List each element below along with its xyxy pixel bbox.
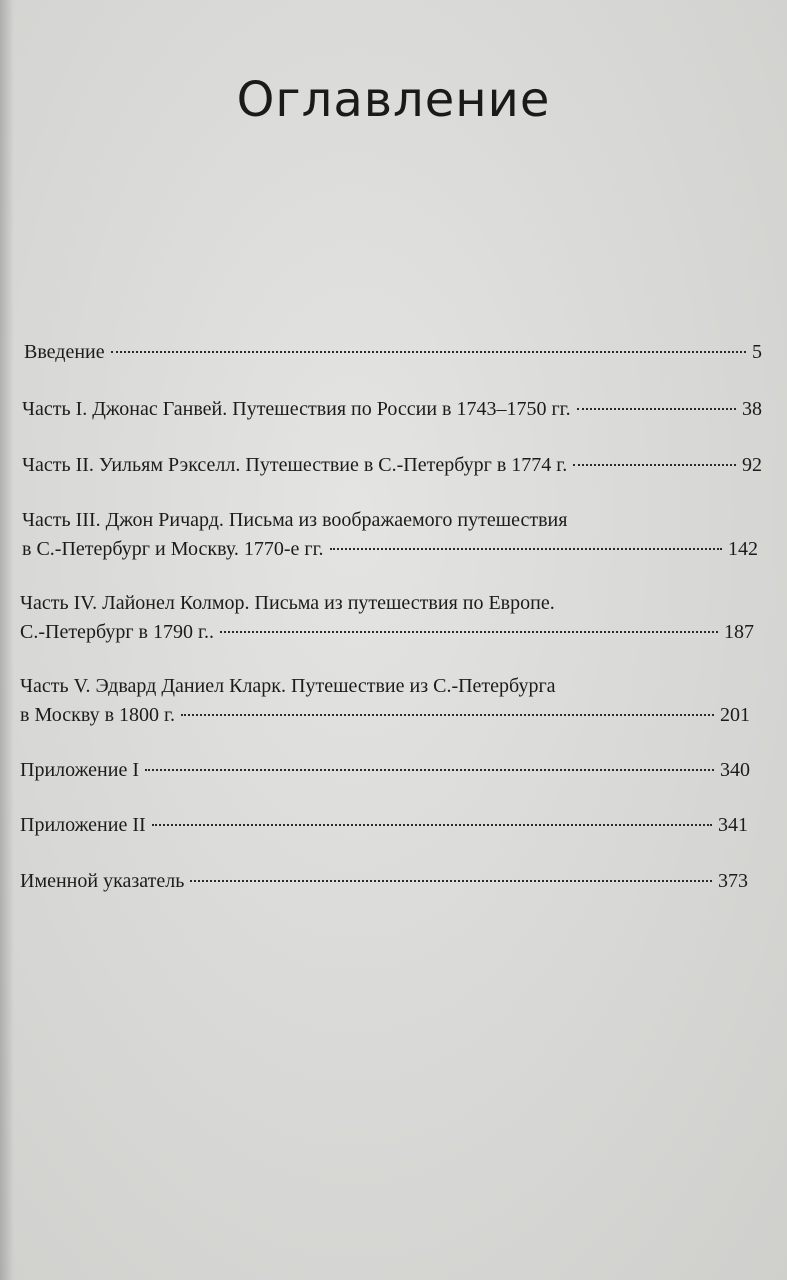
toc-entry-title-line1: Часть V. Эдвард Даниел Кларк. Путешествие из С.-Петербурга (20, 675, 556, 697)
toc-entry-title-line2: С.-Петербург в 1790 г.. (20, 621, 214, 643)
toc-entry-title-line2: в Москву в 1800 г. (20, 704, 175, 726)
toc-entry-title: Часть II. Уильям Рэкселл. Путешествие в С.-Петербург в 1774 г. (22, 454, 568, 476)
toc-line (20, 755, 750, 785)
toc-page-number: 38 (742, 398, 762, 420)
toc-entry-title-line1: Часть IV. Лайонел Колмор. Письма из путешествия по Европе. (20, 592, 555, 614)
toc-line (20, 617, 754, 647)
toc-entry-title-line1: Часть III. Джон Ричард. Письма из воображаемого путешествия (22, 509, 568, 531)
toc-page-number: 373 (718, 870, 748, 892)
toc-page-number: 340 (720, 759, 750, 781)
dot-leader (330, 548, 722, 550)
page-title: Оглавление (236, 72, 551, 128)
toc-line (22, 394, 762, 424)
toc-entry-title: Приложение II (20, 814, 146, 836)
toc-page-number: 341 (718, 814, 748, 836)
toc-page-number: 92 (742, 454, 762, 476)
dot-leader (111, 351, 746, 353)
toc-page-number: 187 (724, 621, 754, 643)
toc-page-number: 142 (728, 538, 758, 560)
toc-page-number: 201 (720, 704, 750, 726)
dot-leader (573, 464, 736, 466)
toc-entry-title: Часть I. Джонас Ганвей. Путешествия по России в 1743–1750 гг. (22, 398, 571, 420)
toc-page-number: 5 (752, 341, 762, 363)
toc-entry-title: Именной указатель (20, 870, 185, 892)
dot-leader (181, 714, 714, 716)
dot-leader (577, 408, 736, 410)
page-gutter-shadow (0, 0, 14, 1280)
toc-entry-title: Приложение I (20, 759, 140, 781)
toc-line (20, 810, 748, 840)
dot-leader (220, 631, 718, 633)
toc-entry-title-line2: в С.-Петербург и Москву. 1770-е гг. (22, 538, 324, 560)
toc-line (22, 450, 762, 480)
dot-leader (190, 880, 712, 882)
toc-line (20, 700, 750, 730)
toc-line (22, 534, 758, 564)
toc-line (24, 337, 762, 367)
dot-leader (152, 824, 712, 826)
toc-entry-title: Введение (24, 341, 105, 363)
toc-line (20, 866, 748, 896)
dot-leader (145, 769, 714, 771)
